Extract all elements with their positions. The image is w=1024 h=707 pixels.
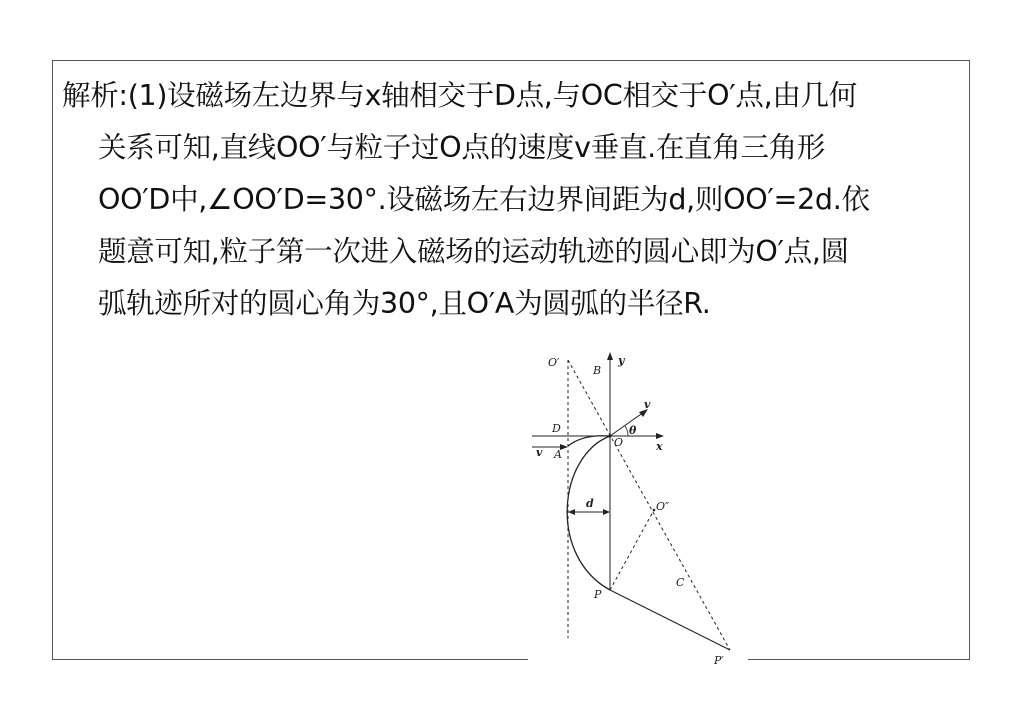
geometry-diagram [528,346,748,670]
trajectory-arc-upper [568,436,610,446]
label-theta: θ [629,424,637,437]
solution-line-2: 关系可知,直线OO′与粒子过O点的速度v垂直.在直角三角形 [98,131,826,164]
x-axis-arrow [656,433,664,439]
label-d-point: D [552,422,561,435]
label-o: O [614,436,624,449]
label-p: P [594,588,602,601]
label-o-double-prime: O″ [656,500,670,513]
label-d-distance: d [586,497,594,510]
label-a: A [554,448,562,461]
label-v-left: v [536,446,543,459]
solution-line-5: 弧轨迹所对的圆心角为30°,且O′A为圆弧的半径R. [98,287,711,320]
label-p-prime: P′ [714,654,724,667]
solution-text [62,70,957,330]
d-arrow-right [603,509,610,515]
solution-line-3: OO′D中,∠OO′D=30°.设磁场左右边界间距为d,则OO′=2d.依 [98,183,870,216]
point-o-double-prime [653,509,656,512]
geometry-figure [528,346,748,670]
exit-velocity-line [610,412,644,436]
solution-line-4: 题意可知,粒子第一次进入磁场的运动轨迹的圆心即为O′点,圆 [98,235,849,268]
label-o-prime: O′ [548,356,560,369]
y-axis-arrow [607,352,613,360]
label-v-top: v [644,398,651,411]
label-x: x [656,440,663,453]
solution-line-1: 解析:(1)设磁场左边界与x轴相交于D点,与OC相交于O′点,由几何 [62,79,857,112]
line-p-to-p-prime [610,590,730,650]
label-c: C [676,576,685,589]
line-p-to-o-double-prime [610,510,654,590]
d-arrow-left [568,509,575,515]
theta-arc [625,426,628,436]
label-b: B [593,364,602,377]
point-o [608,434,611,437]
label-y: y [618,354,625,367]
